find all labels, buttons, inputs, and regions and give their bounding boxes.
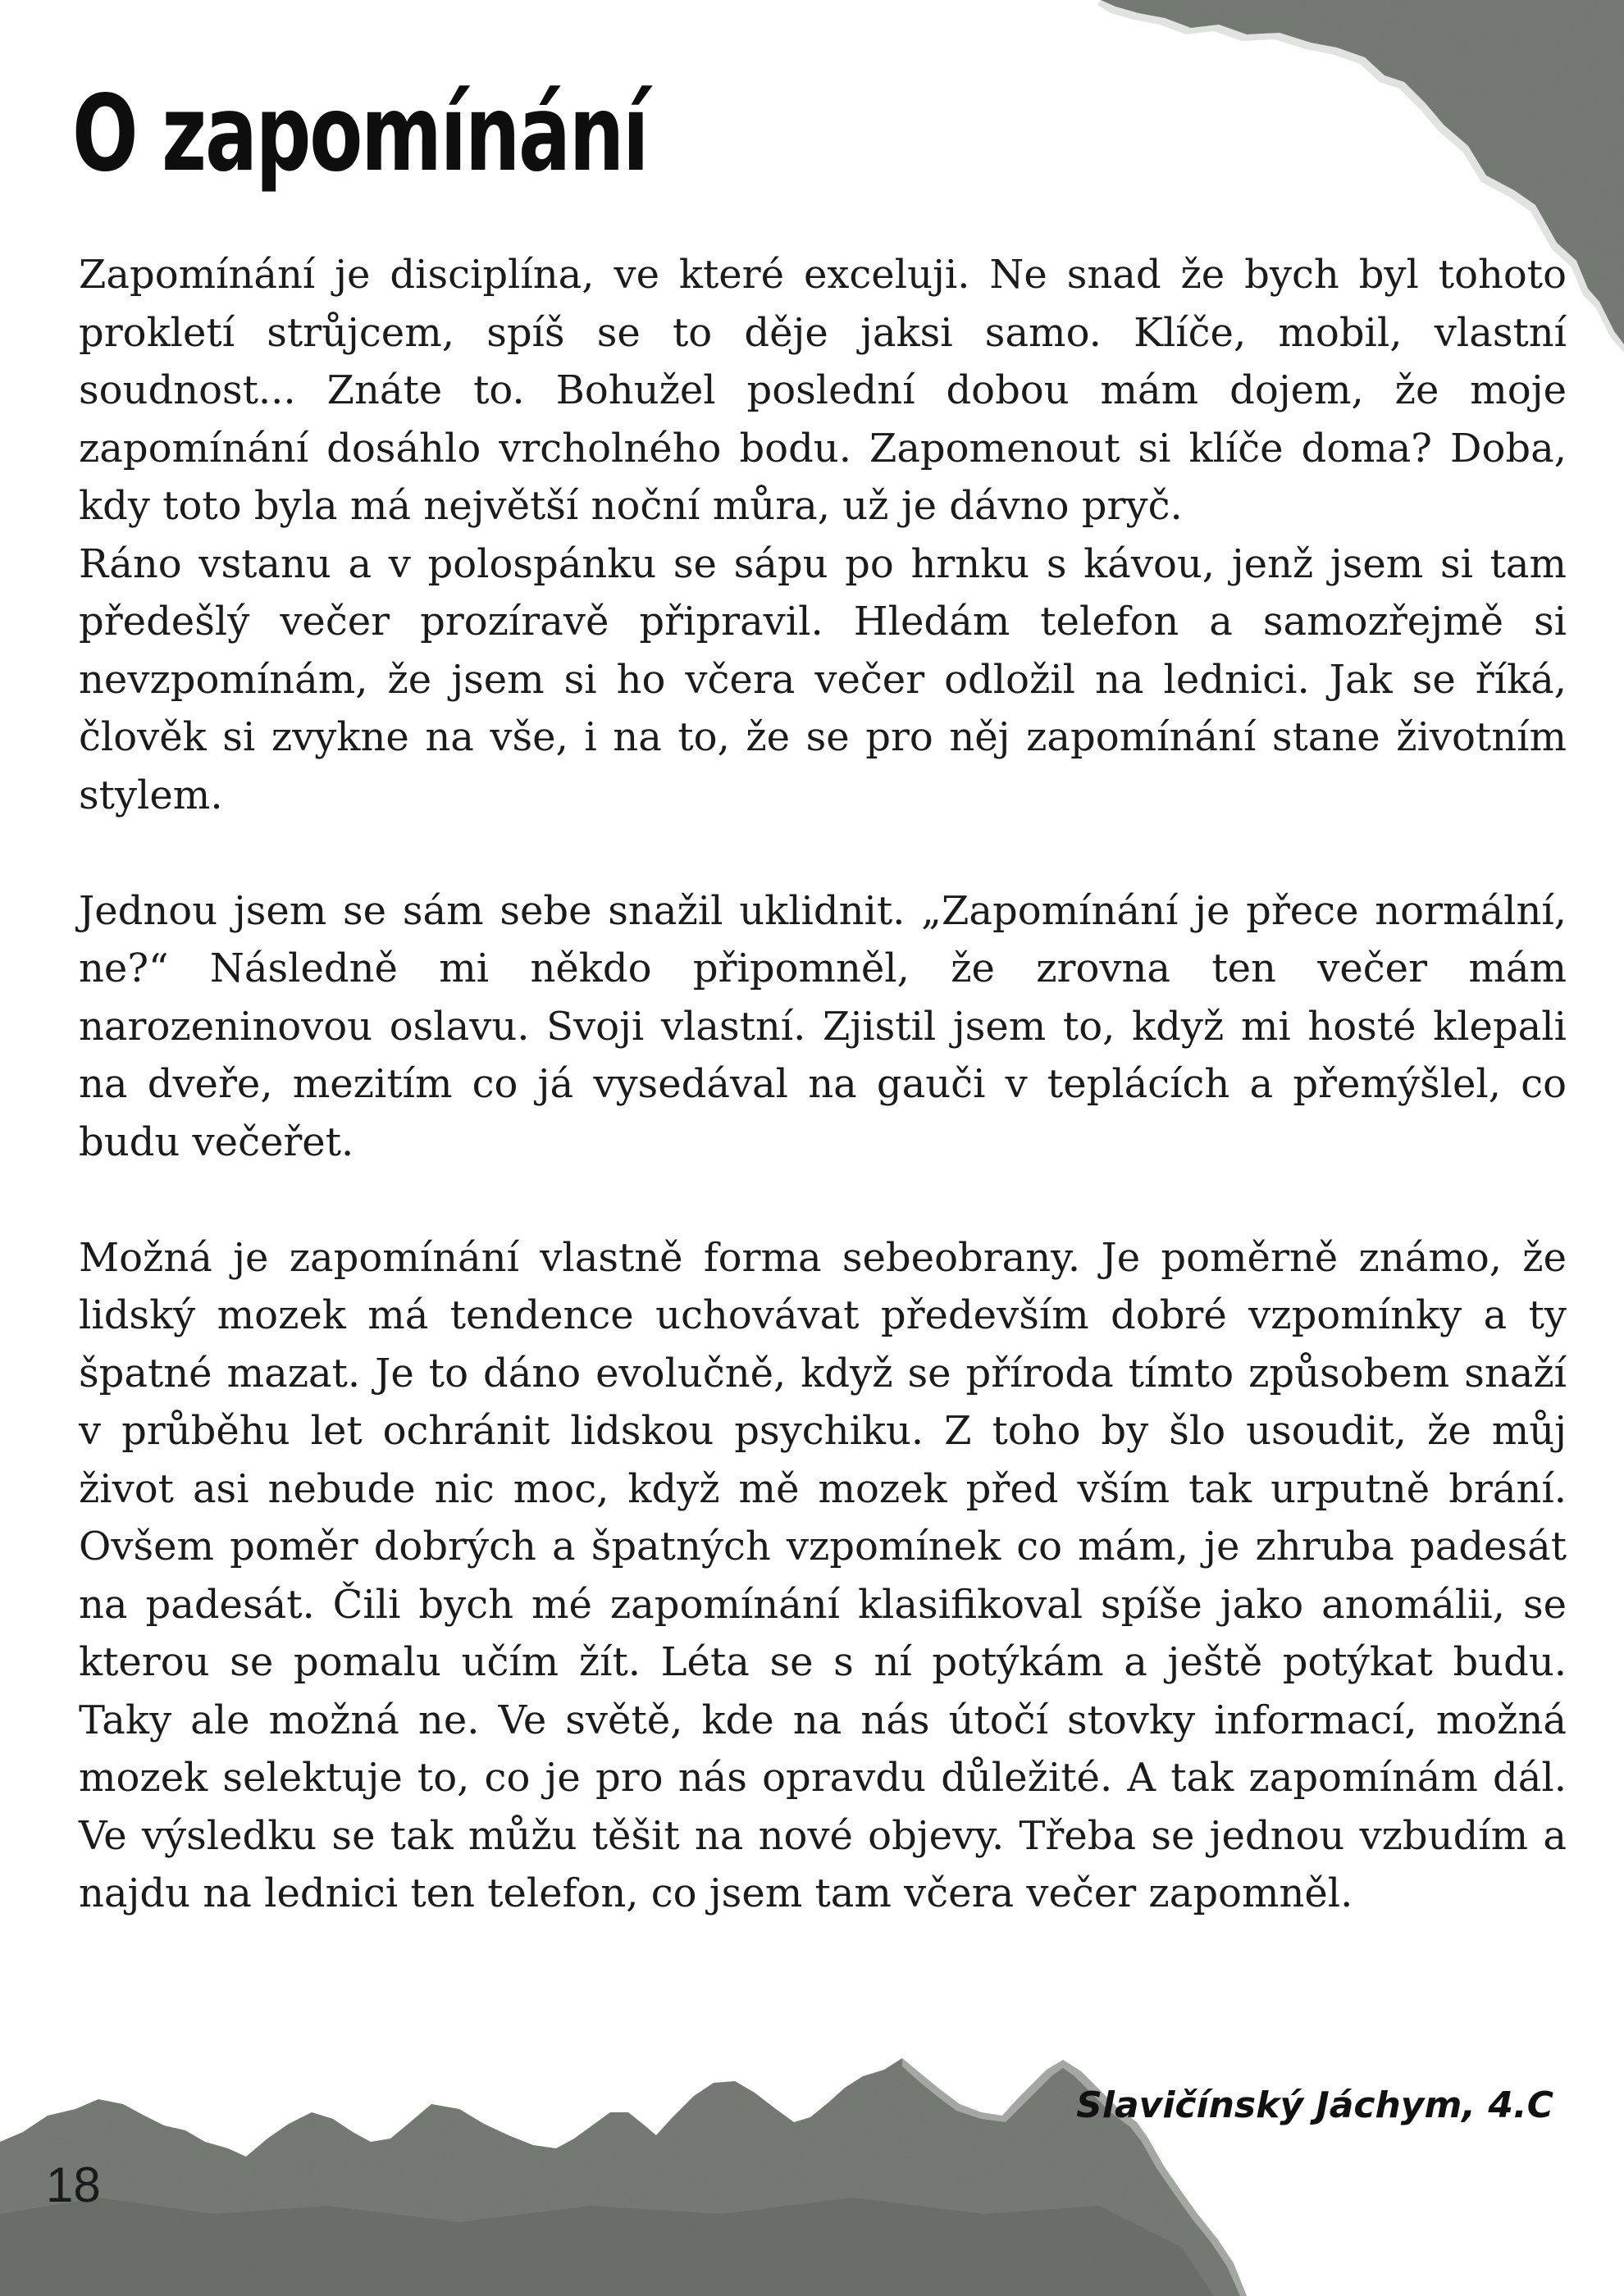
article-title: O zapomínání bbox=[72, 73, 648, 195]
author-signature: Slavičínský Jáchym, 4.C bbox=[1076, 2084, 1553, 2126]
torn-paper-bottom-shade bbox=[0, 2198, 1214, 2296]
article-body bbox=[79, 246, 1567, 1923]
paragraph-2: Ráno vstanu a v polospánku se sápu po hrnku s kávou, jenž jsem si tam předešlý večer prozíravě připravil. Hledám telefon a samozřejmě si nevzpomínám, že jsem si ho včera večer odložil na lednici. Jak se říká, člověk si zvykne na vše, i na to, že se pro něj zapomínání stane životním stylem. bbox=[79, 540, 1567, 818]
paragraph-1: Zapomínání je disciplína, ve které exceluji. Ne snad že bych byl tohoto prokletí strůjcem, spíš se to děje jaksi samo. Klíče, mobil, vlastní soudnost... Znáte to. Bohužel poslední dobou mám dojem, že moje zapomínání dosáhlo vrcholného bodu. Zapomenout si klíče doma? Doba, kdy toto byla má největší noční můra, už je dávno pryč. bbox=[79, 252, 1567, 529]
page-number: 18 bbox=[46, 2157, 101, 2212]
paragraph-4: Možná je zapomínání vlastně forma sebeobrany. Je poměrně známo, že lidský mozek má tendence uchovávat především dobré vzpomínky a ty špatné mazat. Je to dáno evolučně, když se příroda tímto způsobem snaží v průběhu let ochránit lidskou psychiku. Z toho by šlo usoudit, že můj život asi nebude nic moc, když mě mozek před vším tak urputně brání. Ovšem poměr dobrých a špatných vzpomínek co mám, je zhruba padesát na padesát. Čili bych mé zapomínání klasifikoval spíše jako anomálii, se kterou se pomalu učím žít. Léta se s ní potýkám a ještě potýkat budu. Taky ale možná ne. Ve světě, kde na nás útočí stovky informací, možná mozek selektuje to, co je pro nás opravdu důležité. A tak zapomínám dál. Ve výsledku se tak můžu těšit na nové objevy. Třeba se jednou vzbudím a najdu na lednici ten telefon, co jsem tam včera večer zapomněl. bbox=[79, 1234, 1567, 1916]
paragraph-3: Jednou jsem se sám sebe snažil uklidnit. „Zapomínání je přece normální, ne?“ Následně mi někdo připomněl, že zrovna ten večer mám narozeninovou oslavu. Svoji vlastní. Zjistil jsem to, když mi hosté klepali na dveře, mezitím co já vysedával na gauči v teplácích a přemýšlel, co budu večeřet. bbox=[79, 887, 1567, 1165]
